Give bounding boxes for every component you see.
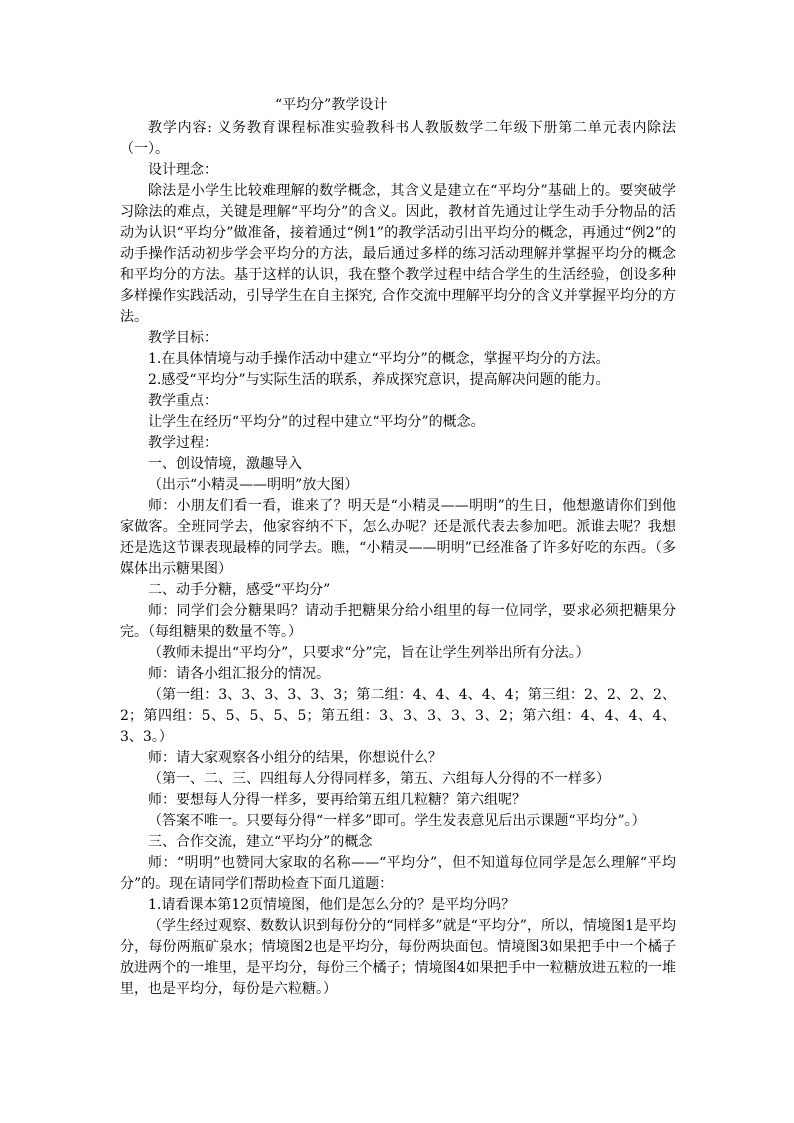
document-body [120,118,676,1000]
document-page [120,95,676,1000]
paragraph: （答案不唯一。只要每分得“一样多”即可。学生发表意见后出示课题“平均分”。） [148,813,646,829]
paragraph: 师：请各小组汇报分的情况。 [148,666,330,682]
paragraph: 师：要想每人分得一样多，要再给第五组几粒糖？第六组呢？ [148,792,526,808]
paragraph: （第一组：3、3、3、3、3、3；第二组：4、4、4、4、4；第三组：2、2、2、2、2；第四组：5、5、5、5、5；第五组：3、3、3、3、3、2；第六组：4、4、4、4、3、3。） [120,687,676,745]
paragraph: 设计理念： [148,162,218,178]
paragraph: 教学内容: 义务教育课程标准实验教科书人教版数学二年级下册第二单元表内除法（一）。 [120,120,676,157]
paragraph: 除法是小学生比较难理解的数学概念，其含义是建立在“平均分”基础上的。要突破学习除法的难点，关键是理解“平均分”的含义。因此，教材首先通过让学生动手分物品的活动为认识“平均分”做准备，接着通过“例1”的教学活动引出平均分的概念，再通过“例2”的动手操作活动初步学会平均分的方法，最后通过多样的练习活动理解并掌握平均分的概念和平均分的方法。基于这样的认识，我在整个教学过程中结合学生的生活经验，创设多种多样操作实践活动，引导学生在自主探究, 合作交流中理解平均分的含义并掌握平均分的方法。 [120,183,676,325]
paragraph: 教学目标： [148,330,218,346]
paragraph: 让学生在经历“平均分”的过程中建立“平均分”的概念。 [148,414,485,430]
paragraph: 三、合作交流，建立“平均分”的概念 [148,834,373,850]
paragraph: 2.感受“平均分”与实际生活的联系，养成探究意识，提高解决问题的能力。 [148,372,610,388]
paragraph: （出示“小精灵——明明”放大图） [148,477,359,493]
paragraph: 1.请看课本第12页情境图，他们是怎么分的？是平均分吗？ [148,897,516,913]
paragraph: （第一、二、三、四组每人分得同样多，第五、六组每人分得的不一样多） [148,771,610,787]
paragraph: （教师未提出“平均分”，只要求“分”完，旨在让学生列举出所有分法。） [148,645,590,661]
paragraph: 师：请大家观察各小组分的结果，你想说什么？ [148,750,442,766]
paragraph: 一、创设情境，激趣导入 [148,456,302,472]
paragraph: （学生经过观察、数数认识到每份分的“同样多”就是“平均分”，所以，情境图1是平均分，每份两瓶矿泉水；情境图2也是平均分，每份两块面包。情境图3如果把手中一个橘子放进两个的一堆里，是平均分，每份三个橘子；情境图4如果把手中一粒糖放进五粒的一堆里，也是平均分，每份是六粒糖。） [120,918,676,997]
paragraph: 师：“明明”也赞同大家取的名称——“平均分”，但不知道每位同学是怎么理解“平均分”的。现在请同学们帮助检查下面几道题： [120,855,676,892]
paragraph: 二、动手分糖，感受“平均分” [148,582,331,598]
paragraph: 师：小朋友们看一看，谁来了？明天是“小精灵——明明”的生日，他想邀请你们到他家做客。全班同学去，他家容纳不下，怎么办呢？还是派代表去参加吧。派谁去呢？我想还是选这节课表现最棒的同学去。瞧，“小精灵——明明”已经准备了许多好吃的东西。（多媒体出示糖果图） [120,498,676,577]
paragraph: 教学过程： [148,435,218,451]
document-title: “平均分”教学设计 [275,97,388,113]
paragraph: 教学重点： [148,393,218,409]
paragraph: 1.在具体情境与动手操作活动中建立“平均分”的概念，掌握平均分的方法。 [148,351,610,367]
paragraph: 师：同学们会分糖果吗？请动手把糖果分给小组里的每一位同学，要求必须把糖果分完。（每组糖果的数量不等。） [120,603,676,640]
